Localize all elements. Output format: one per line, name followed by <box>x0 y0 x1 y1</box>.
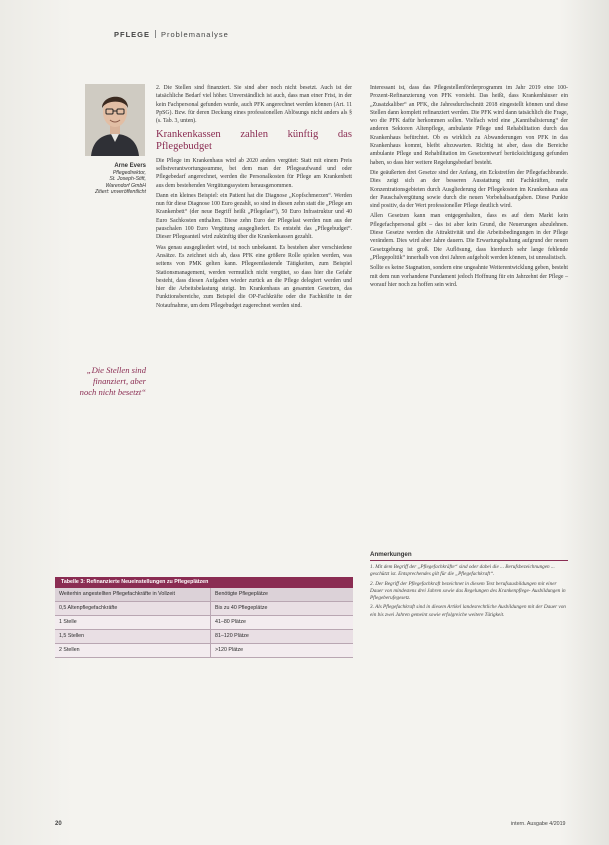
footnotes-box <box>370 551 568 621</box>
pull-quote: „Die Stellen sind finanziert, aber noch nicht besetzt“ <box>79 365 146 397</box>
table-header-cell: Benötigte Pflegeplätze <box>215 591 269 597</box>
author-title-line: Warendorf GmbH <box>105 182 146 189</box>
running-header <box>114 30 229 39</box>
article-column-left <box>156 84 352 312</box>
table-row <box>55 616 353 630</box>
table-cell: 81–120 Plätze <box>215 632 249 639</box>
section-label: PFLEGE <box>114 30 151 39</box>
paragraph: Was genau ausgegliedert wird, ist noch unbekannt. Es bestehen aber verschiedene Ansätze. Es zeichnet sich ab, dass PFK eine größere Rolle spielen werden, was seitens von PMK gelten kann. Pflegeentlastende Tätigkeiten, zum Beispiel Stationsmanagement, werden vermutlich nicht vergütet, so dass hier die Gefahr besteht, dass diesen Aufgaben wieder zurück an die Pflege delegiert werden und hier die Arbeitsbelastung steigt. Im Krankenhaus an gesamten Gesetzen, das Funktionsbereiche, zum Beispiel die OP-Fachkräfte oder die Fachkräfte in der Notaufnahme, um dem Pflegebudget zugerechnet werden sind. <box>156 244 352 309</box>
table-cell: 1,5 Stellen <box>55 630 211 643</box>
footnote: 3. Als Pflegefachkraft sind in diesem Artikel landesrechtliche Ausbildungen mit der Dauer von ein bis zwei Jahren gemeint sowie erfolgreiche weitere Tätigkeit. <box>370 604 566 618</box>
paragraph: Dann ein kleines Beispiel: ein Patient hat die Diagnose „Kopfschmerzen“. Werden nun für diese Diagnose 100 Euro gezahlt, so sind in diesen zehn statt die „Pflege am Krankenbett“ (der neue Begriff heißt „Pflegelast“), 50 Euro Infrastruktur und 40 Euro Sachkosten enthalten. Diese zehn Euro der Pflegelast werden nun aus der pauschalen 100 Euro Vergütung ausgegliedert. Es entsteht das „Pflegebudget“. Dieser Pflegeanteil wird zukünftig über die Krankenkassen gezahlt. <box>156 192 352 241</box>
table-cell: 41–80 Plätze <box>215 618 246 625</box>
table-row <box>55 630 353 644</box>
footnote: 1. Mit dem Begriff der „Pflegefachkräfte“ sind oder dabei die ... Berufsbezeichnungen ... geschützt ist. Entsprechendes gilt für die „Pflegefachkraft“. <box>370 564 555 578</box>
table-cell: Bis zu 40 Pflegeplätze <box>215 604 268 611</box>
paragraph: Allen Gesetzen kann man entgegenhalten, dass es auf dem Markt kein Pflegefachpersonal gibt – das ist aber kein Grund, die Neuerungen abzulehnen. Diese Gesetze werden die Attraktivität und die Arbeitsbedingungen in der Pflege verändern. Dies wird aber Jahre dauern. Die Erwartungshaltung aufgrund der neuen Gesetzgebung ist groß. Die Auflösung, dass hierdurch sehr lange fehlende „Pflegepolitik“ innerhalb von drei Jahren aufgeholt werden können, ist unrealistisch. <box>370 213 568 261</box>
journal-issue: intern. Ausgabe 4/2019 <box>511 821 566 827</box>
table-row <box>55 602 353 616</box>
footnotes-heading: Anmerkungen <box>370 551 568 561</box>
table-body <box>55 602 353 658</box>
author-credit <box>70 163 146 196</box>
table-header-row <box>55 588 353 602</box>
table-cell: 2 Stellen <box>55 644 211 657</box>
paragraph: Die geäußerten drei Gesetze sind der Anfang, ein Eckstreifen der Pflegefachbrande. Dies zeigt sich an der besseren Ausstattung mit Fachkräften, mehr Konzentrationsgebieten durch Ausgliederung der Pflegekosten im Krankenhaus aus der Pauschalvergütung sowie durch die neuen Vorbehaltsaufgaben. Diese Punkte sind positiv, da der Wert professioneller Pflege deutlich wird. <box>370 169 568 210</box>
header-divider <box>155 30 156 38</box>
author-photo <box>85 84 145 156</box>
staffing-table <box>55 577 353 658</box>
paragraph: Sollte es keine Stagnation, sondern eine ungeahnte Weiterentwicklung geben, besteht mit dem nun vorhandene Fundament jedoch Hoffnung für ein Jahrzehnt der Pflege – worauf hier noch zu hoffen sein wird. <box>370 265 568 288</box>
footnote: 2. Der Begriff der Pflegefachkraft bezeichnet in diesem Text berufsausbildungen mit einer Dauer von mindestens drei Jahren sowie das Regelungen des Krankenpflege- Ausbildungen in Pflegeberufegesetz. <box>370 580 566 602</box>
paragraph: Interessant ist, dass das Pflegestellenförderprogramm im Jahr 2019 eine 100-Prozent-Refinanzierung von PFK vorsieht. Das heißt, dass Krankenhäuser ein „Zusatzkaliber“ an PFK, die Jahresdurchschnitt 2018 eingestellt können und diese Stellen dann komplett refinanziert werden. Die PFK wird dann tatsächlich die Frage, wo die PFK dafür herkommen sollen. Vielfach wird eine „Kannibalisierung“ der anderen Sektoren Altenpflege, ambulante Pflege und Rehabilitation durch das Krankenhaus befürchtet. Ob es wirklich zu Abwanderungen von PFK in das Krankenhaus kommt, bleibt abzuwarten. Richtig ist aber, dass die Bereiche ambulante Pflege und Rehabilitation im Gesetzentwurf berücksichtigung gefunden haben, so dass hier weitere Regelungsbedarf besteht. <box>370 85 568 166</box>
author-title-line: Pflegedirektor, <box>112 169 146 176</box>
paragraph: Die Pflege im Krankenhaus wird ab 2020 anders vergütet: Statt mit einem Preis selbstverantwortungssumme, bei dem man der Pflegeaufwand und oder Pflegebedarf angerechnet, werden die Personalkosten für Pflege am Krankenbett aus dem bestehenden Vergütungssystem herausgenommen. <box>156 157 352 189</box>
table-cell: 0,5 Altenpflegefachkräfte <box>55 602 211 615</box>
table-caption: Tabelle 3: Refinanzierte Neueinstellungen zu Pflegeplätzen <box>55 577 353 588</box>
author-title-line: Zitiert: unveröffentlicht <box>94 189 146 196</box>
page-number: 20 <box>55 821 62 827</box>
paragraph: 2. Die Stellen sind finanziert. Sie sind aber noch nicht besetzt. Auch ist der tatsächliche Bedarf viel höher. Unverständlich ist auch, dass man einer Frist, in der kein Fachpersonal gefunden wurde, auch PFK angerechnet werden können (Art. 11 PpSG). Bzw. für deren Deckung eines professionellen Ablösungs nicht anders als § (s. Tab. 3, unten). <box>156 85 352 125</box>
author-title-line: St. Joseph-Stift, <box>109 176 146 183</box>
author-name: Arne Evers <box>114 163 146 169</box>
table-cell: >120 Plätze <box>215 646 244 653</box>
table-cell: 1 Stelle <box>55 616 211 629</box>
table-header-cell: Weiterhin angestellten Pflegefachkräfte in Vollzeit <box>55 588 211 601</box>
section-heading: Krankenkassen zahlen künftig das Pflegebudget <box>156 129 352 153</box>
table-row <box>55 644 353 658</box>
article-column-right <box>370 84 568 291</box>
topic-label: Problemanalyse <box>161 30 229 39</box>
